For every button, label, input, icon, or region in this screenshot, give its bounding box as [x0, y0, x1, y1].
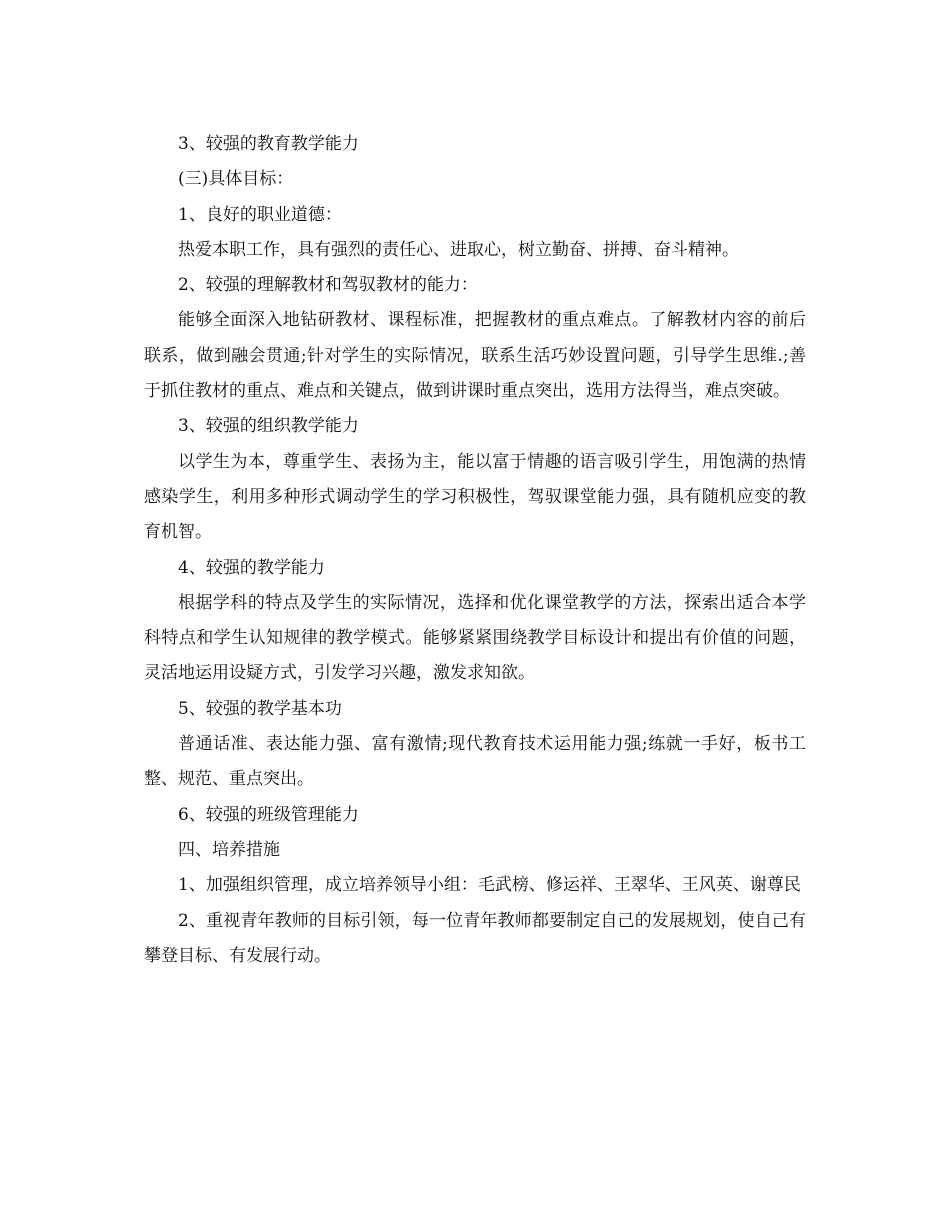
paragraph-basic-skills: 普通话准、表达能力强、富有激情;现代教育技术运用能力强;练就一手好，板书工整、规范、重点突出。: [144, 734, 806, 790]
document-body: [144, 127, 806, 974]
heading-professional-ethics: 1、良好的职业道德：: [178, 204, 342, 225]
paragraph-goal-guidance: 2、重视青年教师的目标引领，每一位青年教师都要制定自己的发展规划，使自己有攀登目标、有发展行动。: [144, 910, 806, 966]
heading-teaching-ability: 3、较强的教育教学能力: [178, 134, 359, 154]
heading-teaching-skill: 4、较强的教学能力: [178, 557, 325, 578]
heading-basic-skills: 5、较强的教学基本功: [178, 698, 342, 719]
heading-organization-ability: 3、较强的组织教学能力: [178, 416, 359, 437]
paragraph-organization-ability: 以学生为本，尊重学生、表扬为主，能以富于情趣的语言吸引学生，用饱满的热情感染学生，利用多种形式调动学生的学习积极性，驾驭课堂能力强，具有随机应变的教育机智。: [144, 451, 806, 543]
heading-class-management: 6、较强的班级管理能力: [178, 804, 359, 825]
heading-training-measures: 四、培养措施: [178, 839, 280, 860]
heading-specific-goals: (三)具体目标：: [178, 169, 294, 190]
paragraph-organization-management: 1、加强组织管理，成立培养领导小组：毛武榜、修运祥、王翠华、王风英、谢尊民: [178, 875, 801, 896]
heading-textbook-ability: 2、较强的理解教材和驾驭教材的能力：: [178, 275, 478, 296]
paragraph-teaching-skill: 根据学科的特点及学生的实际情况，选择和优化课堂教学的方法，探索出适合本学科特点和学生认知规律的教学模式。能够紧紧围绕教学目标设计和提出有价值的问题，灵活地运用设疑方式，引发学习兴趣，激发求知欲。: [144, 592, 806, 684]
paragraph-textbook-ability: 能够全面深入地钻研教材、课程标准，把握教材的重点难点。了解教材内容的前后联系，做到融会贯通;针对学生的实际情况，联系生活巧妙设置问题，引导学生思维.;善于抓住教材的重点、难点和关键点，做到讲课时重点突出，选用方法得当，难点突破。: [144, 310, 806, 402]
paragraph-professional-ethics: 热爱本职工作，具有强烈的责任心、进取心，树立勤奋、拼搏、奋斗精神。: [178, 239, 739, 260]
